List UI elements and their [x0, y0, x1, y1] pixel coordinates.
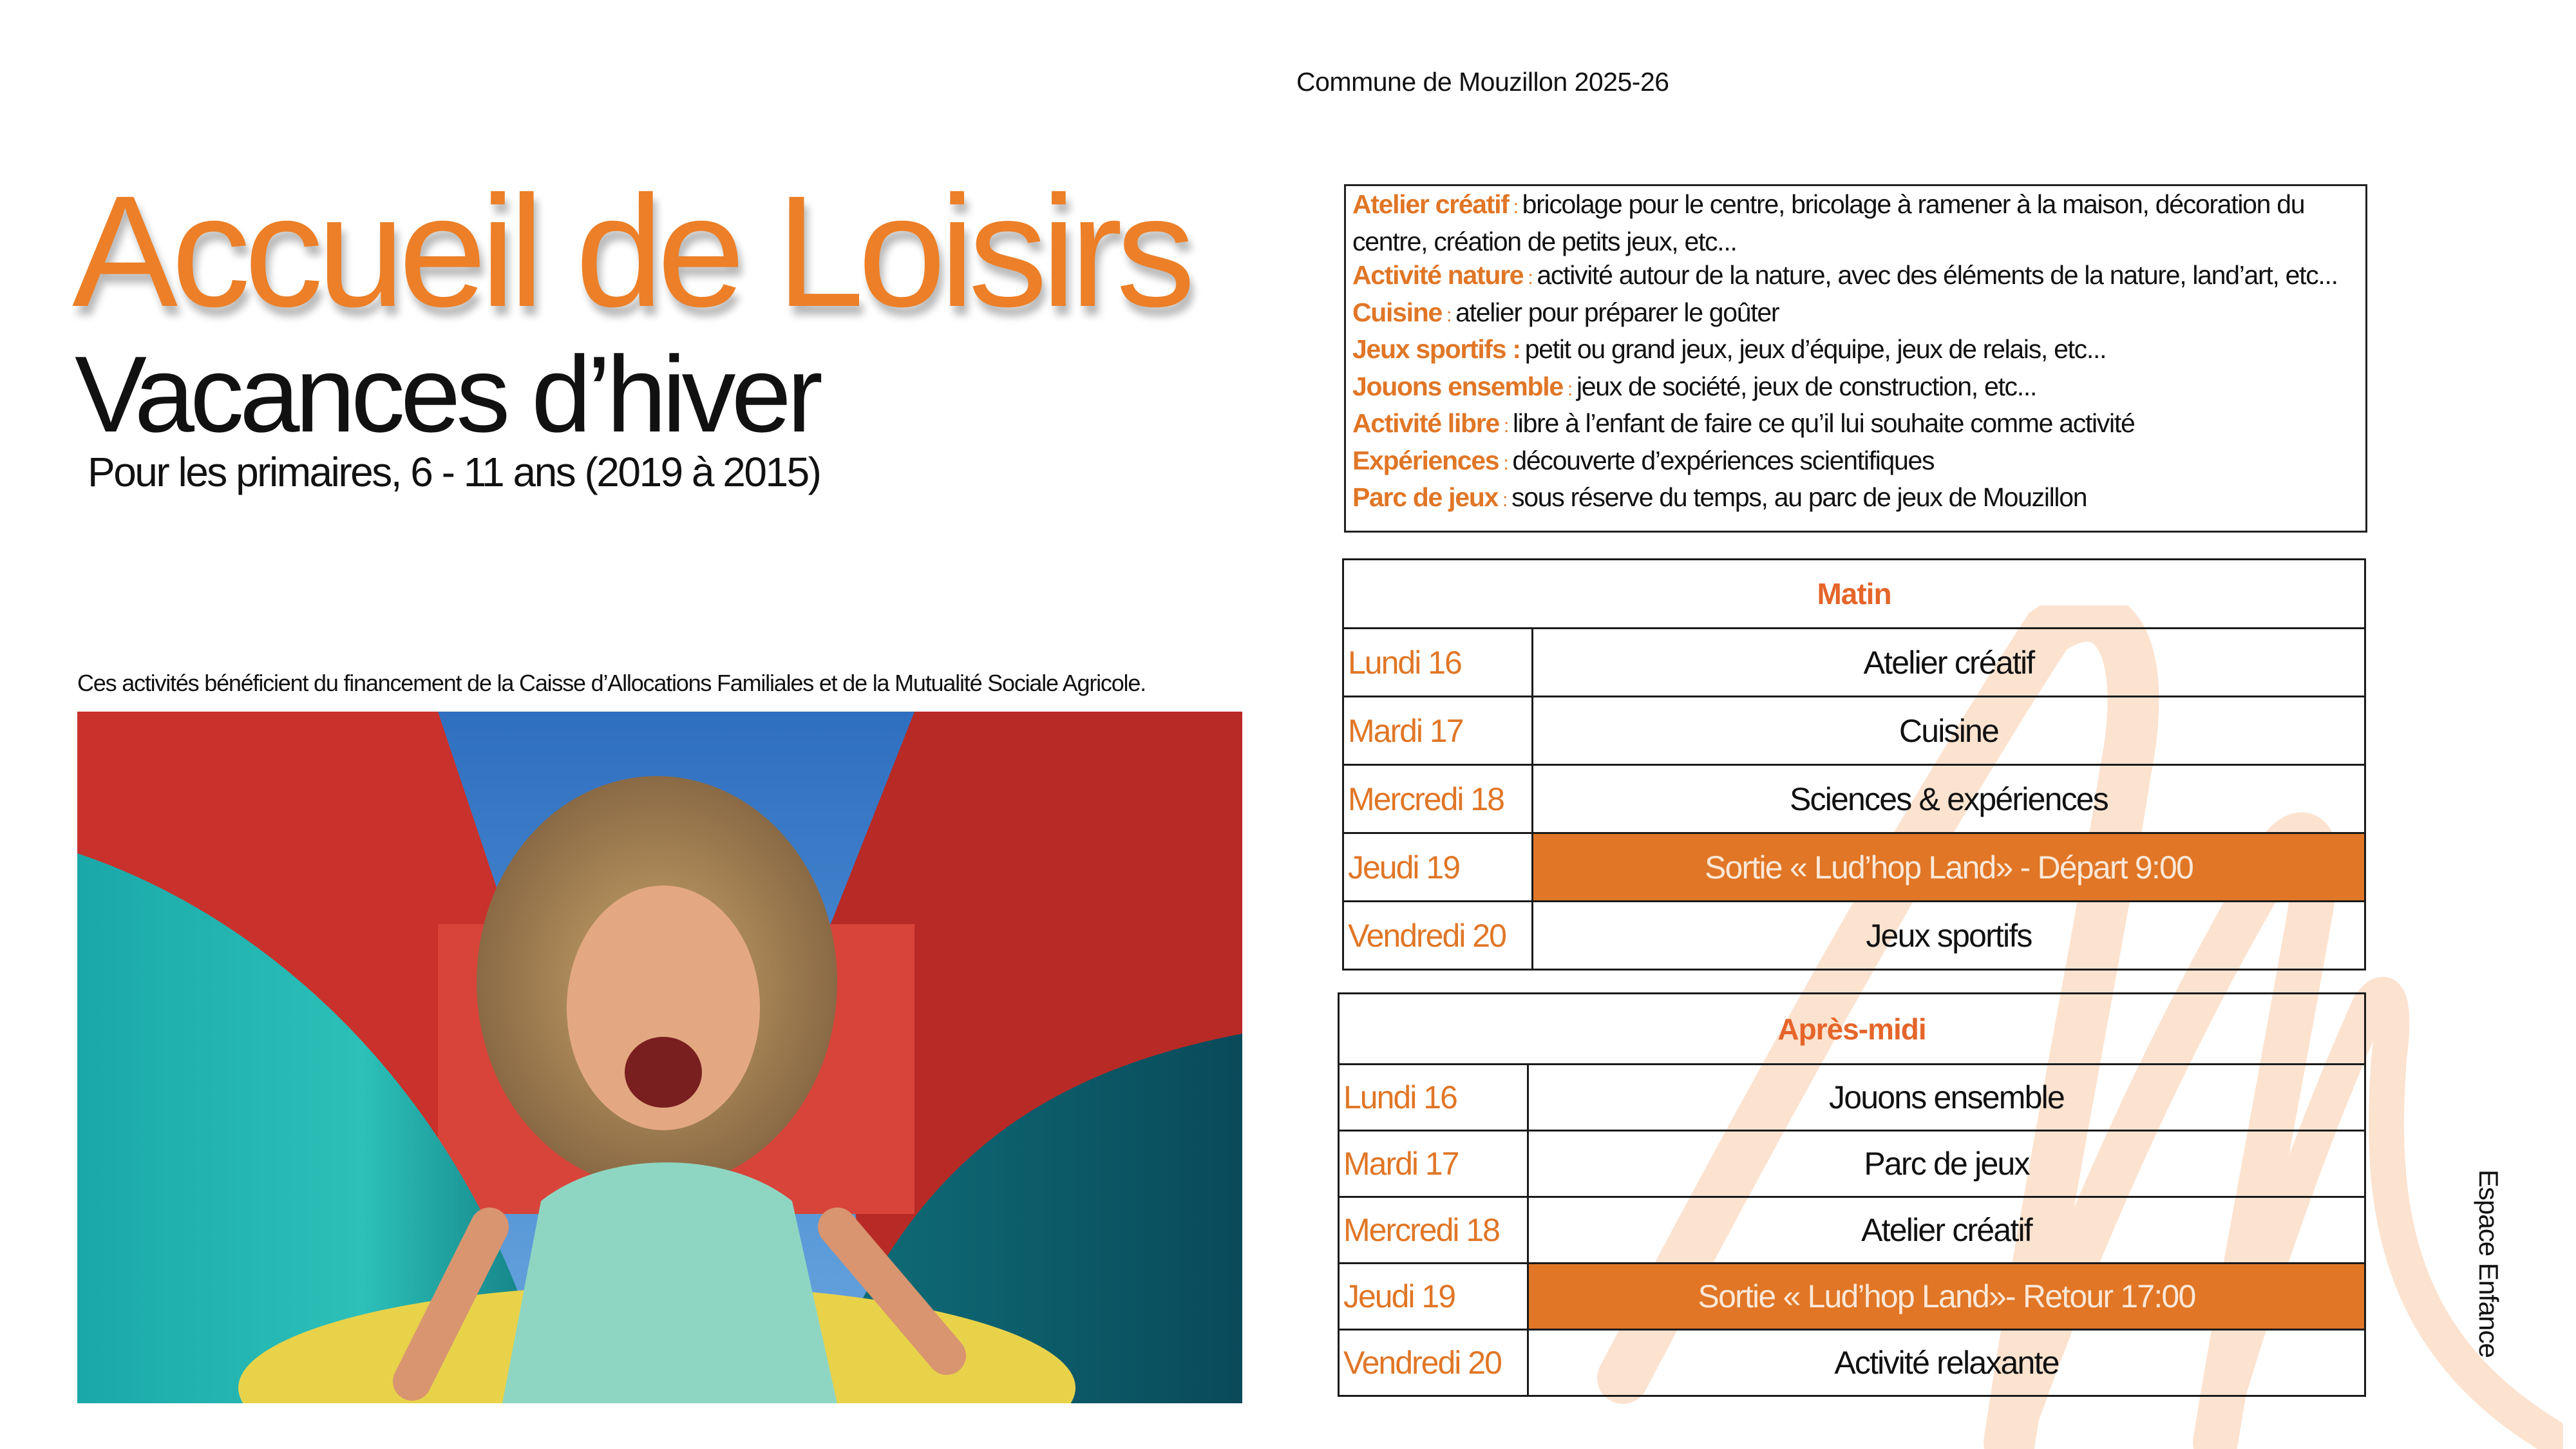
day-cell: Jeudi 19: [1343, 833, 1533, 902]
legend-item: Cuisine : atelier pour préparer le goûter: [1352, 297, 1779, 327]
day-cell: Vendredi 20: [1343, 902, 1533, 970]
audience-text: Pour les primaires, 6 - 11 ans (2019 à 2015): [88, 449, 820, 495]
day-cell: Lundi 16: [1343, 629, 1533, 697]
day-cell: Jeudi 19: [1339, 1264, 1528, 1330]
table-row: [1343, 765, 2365, 833]
day-cell: Mardi 17: [1339, 1131, 1528, 1197]
table-row: [1339, 1330, 2365, 1396]
legend-key: Jeux sportifs :: [1352, 334, 1520, 364]
legend-desc: activité autour de la nature, avec des éléments de la nature, land’art, etc...: [1537, 260, 2338, 290]
legend-item: Parc de jeux : sous réserve du temps, au parc de jeux de Mouzillon: [1352, 482, 2087, 512]
activity-cell: Cuisine: [1533, 697, 2365, 765]
hero-photo: [77, 712, 1242, 1403]
legend-key: Activité nature: [1352, 260, 1524, 290]
day-cell: Vendredi 20: [1339, 1330, 1528, 1396]
legend-desc: libre à l’enfant de faire ce qu’il lui souhaite comme activité: [1513, 408, 2135, 438]
legend-key: Activité libre: [1352, 408, 1499, 438]
table-row: [1339, 1065, 2365, 1131]
legend-key: Atelier créatif: [1352, 189, 1509, 219]
table-row: [1343, 629, 2365, 697]
activity-cell: Activité relaxante: [1528, 1330, 2365, 1396]
table-row: [1343, 902, 2365, 970]
legend-key: Expériences: [1352, 445, 1499, 475]
morning-schedule-table: [1342, 558, 2366, 971]
side-label: Espace Enfance: [2474, 1170, 2504, 1358]
table-row: [1343, 697, 2365, 765]
funding-caption: Ces activités bénéficient du financement de la Caisse d’Allocations Familiales et de la Mutualité Sociale Agricole.: [77, 670, 1146, 696]
activity-cell: Sciences & expériences: [1533, 765, 2365, 833]
legend-key: Cuisine: [1352, 297, 1442, 327]
table-row: [1339, 1264, 2365, 1330]
activity-cell: Atelier créatif: [1528, 1197, 2365, 1264]
afternoon-schedule-table: [1338, 992, 2366, 1397]
legend-desc: sous réserve du temps, au parc de jeux de Mouzillon: [1511, 482, 2087, 512]
activity-cell: Jouons ensemble: [1528, 1065, 2365, 1131]
day-cell: Mercredi 18: [1339, 1197, 1528, 1264]
legend-item: Expériences : découverte d’expériences scientifiques: [1352, 445, 1935, 475]
photo-illustration-icon: [77, 712, 1242, 1403]
table-row: [1343, 833, 2365, 902]
table-row: [1339, 1131, 2365, 1197]
legend-key: Jouons ensemble: [1352, 371, 1563, 401]
legend-desc: bricolage pour le centre, bricolage à ramener à la maison, décoration du centre, création de petits jeux, etc...: [1352, 189, 2305, 256]
legend-key: Parc de jeux: [1352, 482, 1498, 512]
activity-cell: Atelier créatif: [1533, 629, 2365, 697]
afternoon-header: Après-midi: [1339, 994, 2365, 1065]
activity-cell-highlighted: Sortie « Lud’hop Land»- Retour 17:00: [1528, 1264, 2365, 1330]
legend-desc: découverte d’expériences scientifiques: [1512, 445, 1935, 475]
legend-item: [1352, 332, 2359, 370]
page-title: Accueil de Loisirs: [72, 163, 1189, 340]
morning-header: Matin: [1343, 560, 2365, 629]
header-commune: Commune de Mouzillon 2025-26: [1296, 67, 1669, 97]
day-cell: Mercredi 18: [1343, 765, 1533, 833]
legend-item: Atelier créatif : bricolage pour le centre, bricolage à ramener à la maison, décoration du centre, création de petits jeux, etc...: [1352, 189, 2305, 256]
activity-cell: Jeux sportifs: [1533, 902, 2365, 970]
activity-legend: [1344, 184, 2367, 533]
day-cell: Mardi 17: [1343, 697, 1533, 765]
legend-desc: atelier pour préparer le goûter: [1455, 297, 1779, 327]
activity-cell: Parc de jeux: [1528, 1131, 2365, 1197]
legend-item: Activité nature : activité autour de la nature, avec des éléments de la nature, land’art, etc...: [1352, 260, 2338, 290]
legend-item: Jouons ensemble : jeux de société, jeux de construction, etc...: [1352, 371, 2037, 401]
activity-cell-highlighted: Sortie « Lud’hop Land» - Départ 9:00: [1533, 833, 2365, 902]
legend-desc: jeux de société, jeux de construction, etc...: [1576, 371, 2037, 401]
page-subtitle: Vacances d’hiver: [75, 334, 819, 455]
table-row: [1339, 1197, 2365, 1264]
day-cell: Lundi 16: [1339, 1065, 1528, 1131]
legend-item: Activité libre : libre à l’enfant de faire ce qu’il lui souhaite comme activité: [1352, 408, 2135, 438]
legend-desc: petit ou grand jeux, jeux d’équipe, jeux de relais, etc...: [1524, 334, 2107, 364]
